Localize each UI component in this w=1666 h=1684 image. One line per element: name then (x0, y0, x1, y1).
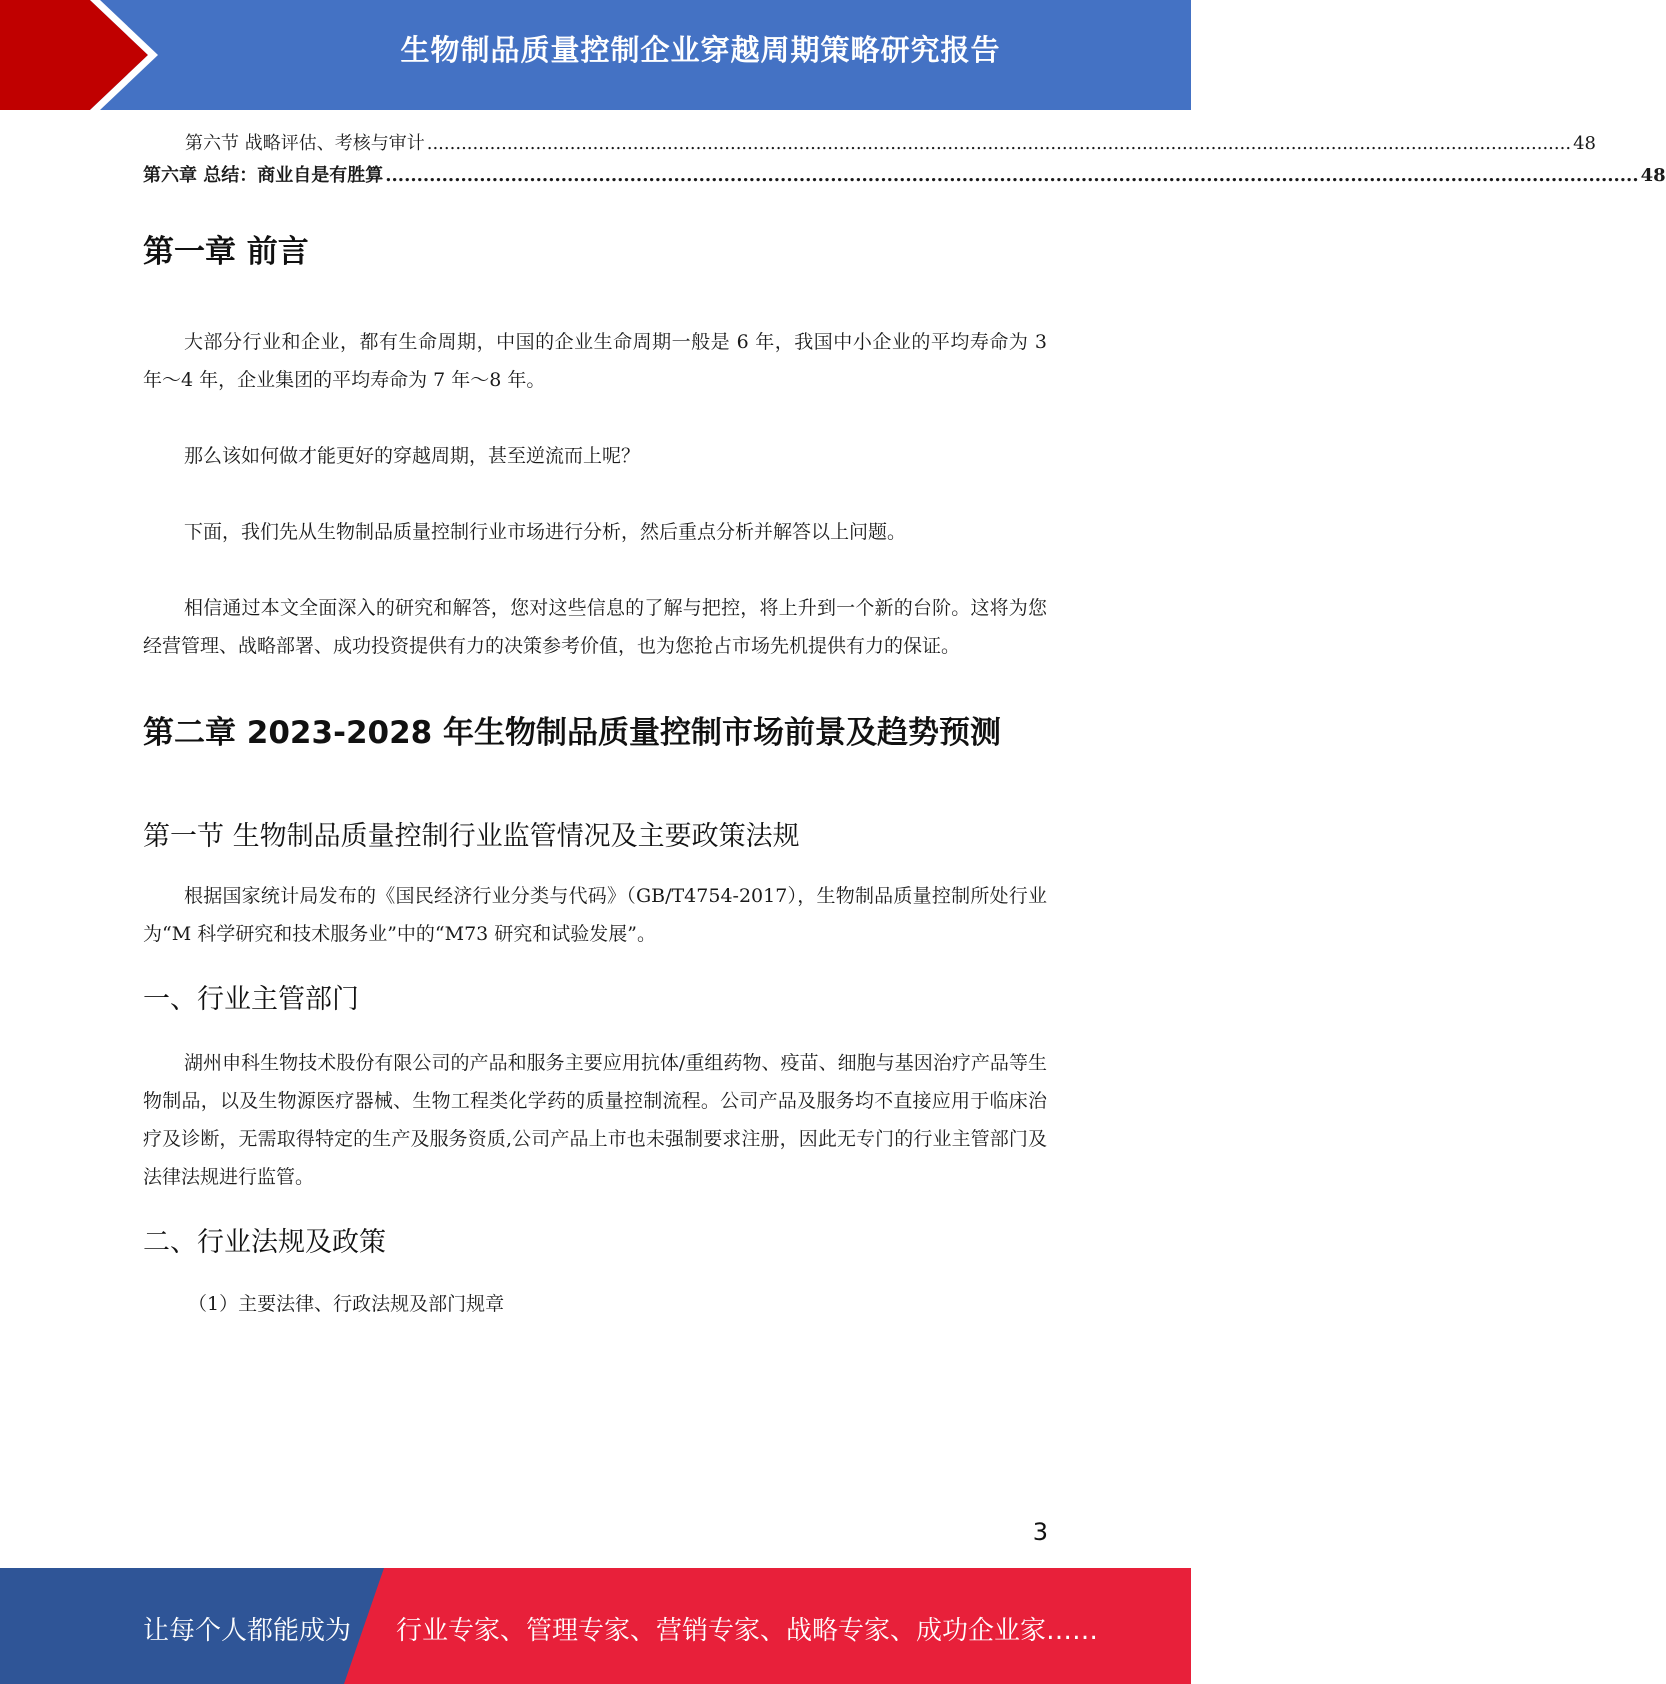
list-item: （1）主要法律、行政法规及部门规章 (188, 1293, 505, 1315)
report-title: 生物制品质量控制企业穿越周期策略研究报告 (400, 33, 1001, 67)
paragraph: 根据国家统计局发布的《国民经济行业分类与代码》（GB/T4754-2017），生物制品质量控制所处行业为“M 科学研究和技术服务业”中的“M73 研究和试验发展”。 (143, 885, 1047, 945)
toc-entry-label: 第六节 战略评估、考核与审计 (185, 133, 425, 154)
toc-entry-page: 48 (1640, 165, 1666, 186)
subsection-1-heading: 一、行业主管部门 (143, 984, 359, 1015)
paragraph: 相信通过本文全面深入的研究和解答，您对这些信息的了解与把控，将上升到一个新的台阶。这将为您经营管理、战略部署、成功投资提供有力的决策参考价值，也为您抢占市场先机提供有力的保证。 (143, 597, 1047, 657)
toc-entry-label: 第六章 总结：商业自是有胜算 (143, 165, 384, 186)
toc-dot-leader: ........................................................................................................................................................................................................ (385, 165, 1639, 186)
subsection-2-heading: 二、行业法规及政策 (143, 1227, 386, 1258)
paragraph: 下面，我们先从生物制品质量控制行业市场进行分析，然后重点分析并解答以上问题。 (184, 521, 907, 543)
page-number: 3 (1032, 1518, 1048, 1546)
footer-slogan-right: 行业专家、管理专家、营销专家、战略专家、成功企业家…… (396, 1616, 1099, 1646)
paragraph: 那么该如何做才能更好的穿越周期，甚至逆流而上呢？ (184, 445, 641, 467)
document-body (143, 128, 1666, 1323)
toc-entry-section-6[interactable] (143, 128, 1596, 160)
page-footer (0, 1568, 1191, 1684)
paragraph: 大部分行业和企业，都有生命周期，中国的企业生命周期一般是 6 年，我国中小企业的平均寿命为 3 年～4 年，企业集团的平均寿命为 7 年～8 年。 (143, 331, 1047, 391)
toc-entry-page: 48 (1573, 133, 1596, 154)
paragraph: 湖州申科生物技术股份有限公司的产品和服务主要应用抗体/重组药物、疫苗、细胞与基因治疗产品等生物制品，以及生物源医疗器械、生物工程类化学药的质量控制流程。公司产品及服务均不直接应用于临床治疗及诊断，无需取得特定的生产及服务资质,公司产品上市也未强制要求注册，因此无专门的行业主管部门及法律法规进行监管。 (143, 1052, 1047, 1188)
section-1-heading: 第一节 生物制品质量控制行业监管情况及主要政策法规 (143, 821, 800, 852)
table-of-contents (143, 128, 1666, 192)
page-header (0, 0, 1191, 110)
toc-dot-leader: ........................................................................................................................................................................................................ (426, 133, 1572, 154)
chapter-1-heading: 第一章 前言 (143, 234, 309, 270)
chapter-2-heading: 第二章 2023-2028 年生物制品质量控制市场前景及趋势预测 (143, 715, 1002, 751)
toc-entry-chapter-6[interactable] (143, 160, 1666, 192)
footer-slogan-left: 让每个人都能成为 (143, 1616, 352, 1646)
